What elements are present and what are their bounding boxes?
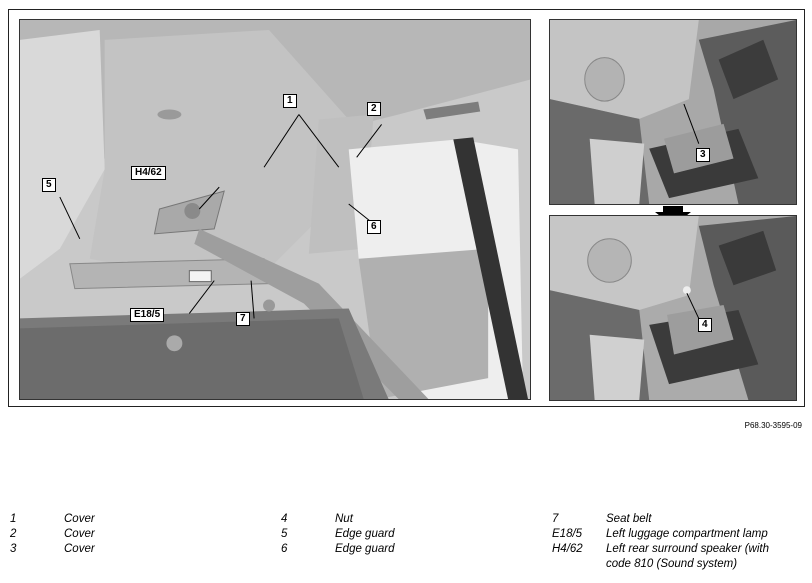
legend-column-1: [10, 512, 95, 557]
legend-text: code 810 (Sound system): [606, 558, 738, 570]
legend-code: H4/62: [552, 543, 583, 555]
callout-3: 3: [696, 148, 710, 162]
legend-code: E18/5: [552, 528, 583, 540]
legend-text: Seat belt: [606, 513, 652, 525]
main-photo-drawing: [20, 20, 530, 399]
upper-detail-drawing: [550, 20, 796, 204]
lower-detail-drawing: [550, 216, 796, 400]
legend-code: 1: [10, 513, 17, 525]
legend-column-2: [281, 512, 394, 557]
legend-text: Cover: [64, 513, 95, 525]
callout-2: 2: [367, 102, 381, 116]
legend-row: [281, 512, 394, 527]
callout-5: 5: [42, 178, 56, 192]
legend-row: [552, 557, 769, 572]
legend-code: 2: [10, 528, 17, 540]
legend-row: [552, 527, 769, 542]
legend-text: Left rear surround speaker (with: [606, 543, 769, 555]
callout-6: 6: [367, 220, 381, 234]
legend-text: Cover: [64, 543, 95, 555]
legend-code: 3: [10, 543, 17, 555]
callout-1: 1: [283, 94, 297, 108]
legend-row: [552, 542, 769, 557]
main-photo: [19, 19, 531, 400]
legend-code: [552, 557, 606, 572]
legend-row: [10, 512, 95, 527]
callout-h4-62: H4/62: [131, 166, 166, 180]
upper-detail-photo: [549, 19, 797, 205]
legend-text: Nut: [335, 513, 353, 525]
callout-4: 4: [698, 318, 712, 332]
legend-row: [552, 512, 769, 527]
legend-row: [281, 527, 394, 542]
legend-column-3: [552, 512, 769, 572]
legend-text: Left luggage compartment lamp: [606, 528, 768, 540]
figure-frame: [8, 9, 805, 407]
legend-code: 4: [281, 513, 288, 525]
callout-7: 7: [236, 312, 250, 326]
lower-detail-photo: [549, 215, 797, 401]
legend-row: [10, 527, 95, 542]
legend-code: 5: [281, 528, 288, 540]
legend-row: [281, 542, 394, 557]
legend-text: Cover: [64, 528, 95, 540]
legend-code: 6: [281, 543, 288, 555]
legend-row: [10, 542, 95, 557]
legend-text: Edge guard: [335, 543, 395, 555]
figure-reference: P68.30-3595-09: [744, 421, 802, 430]
callout-e18-5: E18/5: [130, 308, 164, 322]
legend-text: Edge guard: [335, 528, 395, 540]
legend-code: 7: [552, 513, 559, 525]
